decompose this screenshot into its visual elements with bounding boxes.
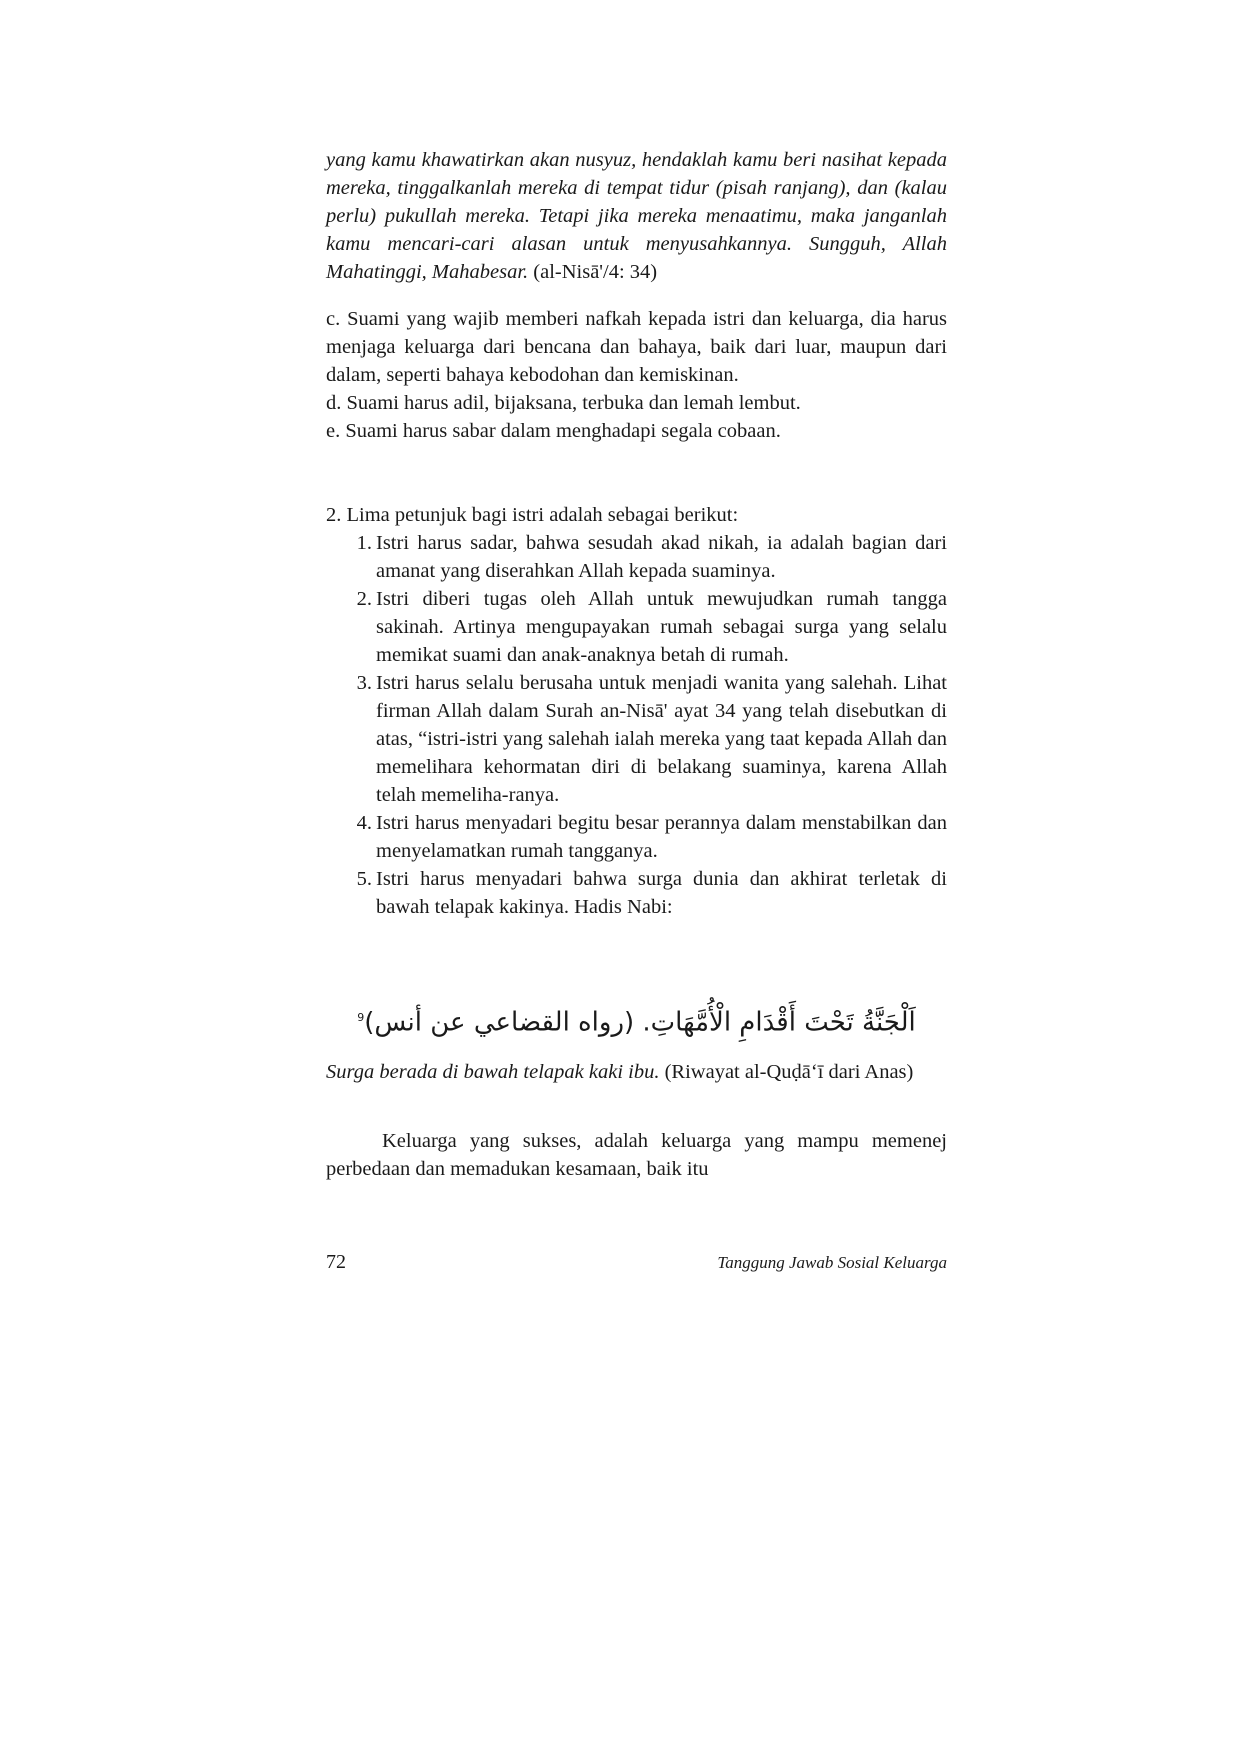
list-item-text: Istri harus selalu berusaha untuk menjadi wanita yang salehah. Lihat firman Allah dalam Surah an-Nisā' ayat 34 yang telah disebutkan di atas, “istri-istri yang salehah ialah mereka yang taat kepada Allah dan memelihara kehormatan diri di belakang suaminya, karena Allah telah memeliha-ranya. (376, 672, 947, 806)
list-item-number: 5. (356, 868, 372, 890)
list-item-number: 2. (356, 588, 372, 610)
list-item-number: 4. (356, 812, 372, 834)
list-item-number: 3. (356, 672, 372, 694)
point-e: e. Suami harus sabar dalam menghadapi segala cobaan. (326, 420, 781, 442)
footnote-marker: 9 (357, 1011, 365, 1024)
list-item (348, 585, 947, 669)
list-item (348, 669, 947, 809)
quote-text: yang kamu khawatirkan akan nusyuz, hendaklah kamu beri nasihat kepada mereka, tinggalkanlah mereka di tempat tidur (pisah ranjang), dan (kalau perlu) pukullah mereka. Tetapi jika mereka menaatimu, maka janganlah kamu mencari-cari alasan untuk menyusahkannya. Sungguh, Allah Mahatinggi, Mahabesar. (326, 149, 947, 283)
list-item-text: Istri harus sadar, bahwa sesudah akad nikah, ia adalah bagian dari amanat yang diserahkan Allah kepada suaminya. (376, 532, 947, 582)
hadith-arabic-text: اَلْجَنَّةُ تَحْتَ أَقْدَامِ الْأُمَّهَاتِ. (رواه القضاعي عن أنس) (364, 1007, 916, 1038)
point-c: c. Suami yang wajib memberi nafkah kepada istri dan keluarga, dia harus menjaga keluarga dari bencana dan bahaya, baik dari luar, maupun dari dalam, seperti bahaya kebodohan dan kemiskinan. (326, 308, 947, 386)
quran-translation-quote (326, 146, 947, 286)
list-item (348, 529, 947, 585)
section-heading: 2. Lima petunjuk bagi istri adalah sebagai berikut: (326, 504, 739, 526)
list-item (348, 809, 947, 865)
running-footer-title: Tanggung Jawab Sosial Keluarga (717, 1253, 947, 1272)
closing-paragraph: Keluarga yang sukses, adalah keluarga yang mampu memenej perbedaan dan memadukan kesamaan, baik itu (326, 1130, 947, 1180)
point-d: d. Suami harus adil, bijaksana, terbuka dan lemah lembut. (326, 392, 801, 414)
wife-guidance-section (326, 501, 947, 921)
hadith-arabic (326, 1000, 947, 1041)
list-item-text: Istri harus menyadari begitu besar perannya dalam menstabilkan dan menyelamatkan rumah tangganya. (376, 812, 947, 862)
list-item-text: Istri harus menyadari bahwa surga dunia dan akhirat terletak di bawah telapak kakinya. Hadis Nabi: (376, 868, 947, 918)
page-number: 72 (326, 1251, 346, 1273)
wife-guidance-list (326, 529, 947, 921)
list-item-number: 1. (356, 532, 372, 554)
quote-reference: (al-Nisā'/4: 34) (533, 261, 658, 283)
list-item (348, 865, 947, 921)
hadith-translation (326, 1058, 947, 1086)
hadith-source: (Riwayat al-Quḍā‘ī dari Anas) (664, 1061, 914, 1083)
husband-duties-list (326, 305, 947, 445)
list-item-text: Istri diberi tugas oleh Allah untuk mewujudkan rumah tangga sakinah. Artinya mengupayakan rumah sebagai surga yang selalu memikat suami dan anak-anaknya betah di rumah. (376, 588, 947, 666)
hadith-translation-text: Surga berada di bawah telapak kaki ibu. (326, 1061, 660, 1083)
